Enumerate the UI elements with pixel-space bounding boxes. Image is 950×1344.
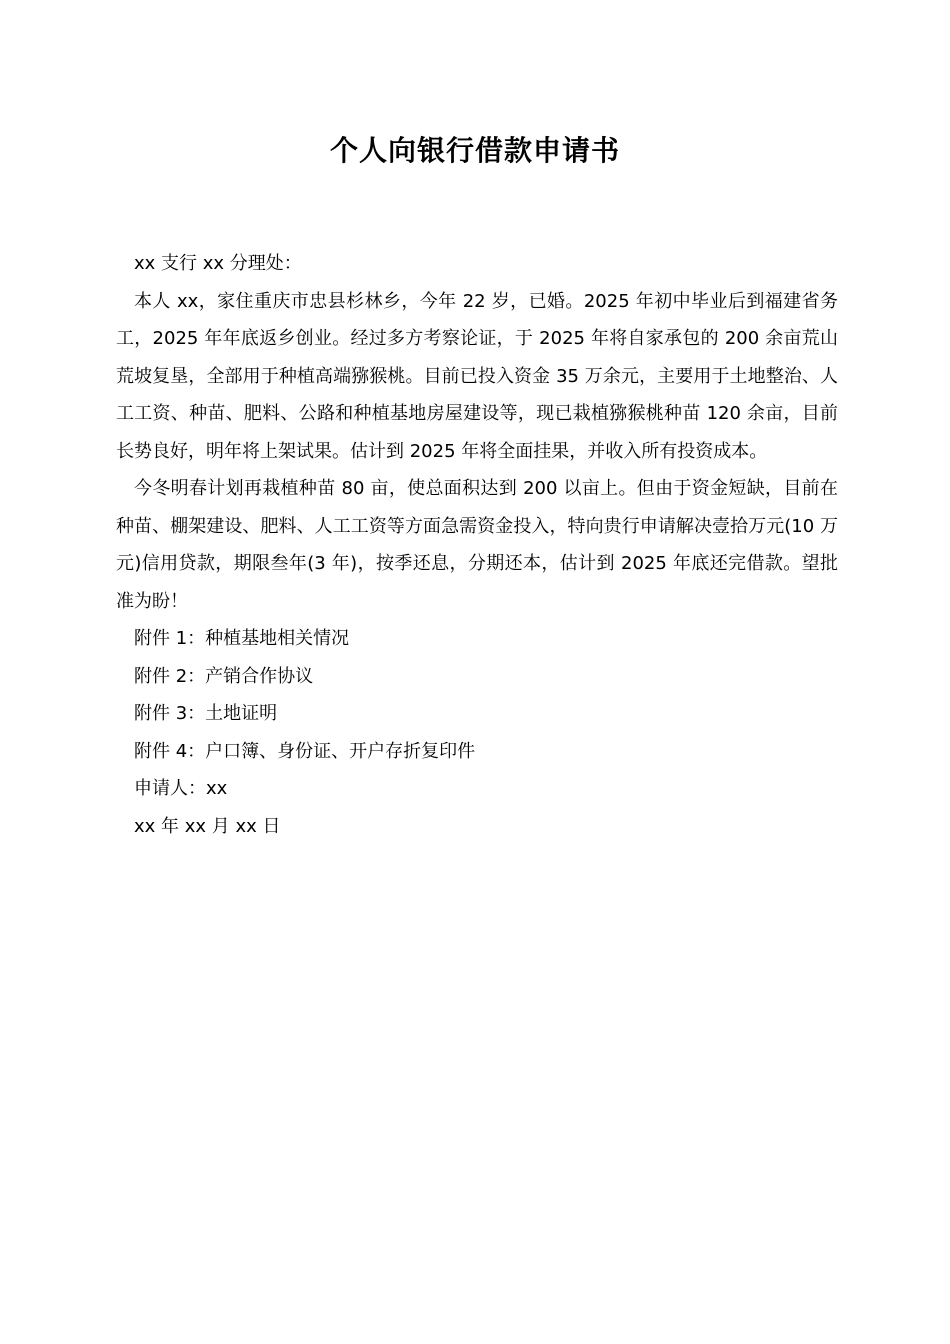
document-title: 个人向银行借款申请书 — [329, 134, 620, 167]
attachment-item: 附件 1：种植基地相关情况 — [134, 628, 350, 649]
attachment-item: 附件 3：土地证明 — [134, 703, 278, 724]
date-line: xx 年 xx 月 xx 日 — [134, 815, 281, 837]
paragraph-loan-request: 今冬明春计划再栽植种苗 80 亩，使总面积达到 200 以亩上。但由于资金短缺，目前在种苗、棚架建设、肥料、人工工资等方面急需资金投入，特向贵行申请解决壹拾万元(10 万元)信用贷款，期限叁年(3 年)，按季还息，分期还本，估计到 2025 年底还完借款。望批准为盼！ — [116, 478, 838, 612]
attachment-item: 附件 4：户口簿、身份证、开户存折复印件 — [134, 740, 476, 762]
salutation: xx 支行 xx 分理处： — [134, 253, 302, 274]
document-body — [116, 245, 838, 845]
attachment-item: 附件 2：产销合作协议 — [134, 665, 314, 687]
applicant-line: 申请人：xx — [134, 778, 228, 799]
paragraph-introduction: 本人 xx，家住重庆市忠县杉林乡，今年 22 岁，已婚。2025 年初中毕业后到福建省务工，2025 年年底返乡创业。经过多方考察论证，于 2025 年将自家承包的 200 余亩荒山荒坡复垦，全部用于种植高端猕猴桃。目前已投入资金 35 万余元，主要用于土地整治、人工工资、种苗、肥料、公路和种植基地房屋建设等，现已栽植猕猴桃种苗 120 余亩，目前长势良好，明年将上架试果。估计到 2025 年将全面挂果，并收入所有投资成本。 — [116, 290, 838, 462]
